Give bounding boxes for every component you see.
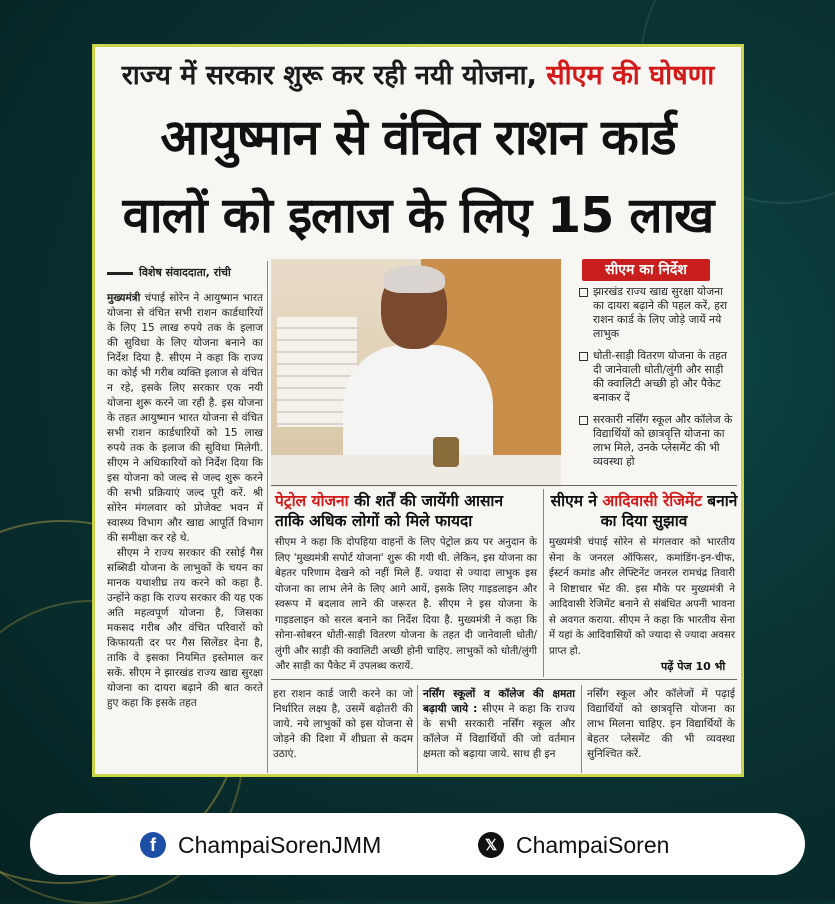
newspaper-clipping: [92, 44, 744, 777]
social-footer: [30, 813, 805, 875]
regiment-headline: सीएम ने आदिवासी रेजिमेंट बनाने का दिया सुझाव: [550, 492, 738, 530]
kicker-highlight: सीएम की घोषणा: [546, 60, 715, 91]
column-divider: [267, 261, 268, 773]
continued-column: हरा राशन कार्ड जारी करने का जो निर्धारित लक्ष्य है, उसमें बढ़ोतरी की जाये. नये लाभुकों को इस योजना से जोड़ने की दिशा में शीघ्रता से कदम उठाएं.: [273, 688, 413, 760]
x-icon: 𝕏: [478, 832, 504, 858]
directive-item: सरकारी नर्सिंग स्कूल और कॉलेज के विद्यार्थियों को छात्रवृत्ति योजना का लाभ मिले, उनके प्लेसमेंट की भी व्यवस्था हो: [579, 413, 737, 469]
x-link[interactable]: [478, 831, 669, 859]
lead-column: [107, 291, 263, 711]
column-divider: [417, 685, 418, 773]
facebook-handle: ChampaiSorenJMM: [178, 831, 382, 858]
page-reference: पढ़ें पेज 10 भी: [661, 660, 726, 673]
x-handle: ChampaiSoren: [516, 831, 670, 858]
directive-item: झारखंड राज्य खाद्य सुरक्षा योजना का दायरा बढ़ाने की पहल करें, हरा राशन कार्ड के लिए जोड़े जायें नये लाभुक: [579, 285, 737, 341]
section-divider: [271, 679, 737, 680]
section-divider: [271, 485, 737, 486]
directive-title: सीएम का निर्देश: [582, 259, 710, 281]
regiment-text: मुख्यमंत्री चंपाई सोरेन से मंगलवार को भारतीय सेना के जनरल ऑफिसर, कमांडिंग-इन-चीफ, ईस्टर्न कमांड और लेफ्टिनेंट जनरल रामचंद्र तिवारी ने शिष्टाचार भेंट की. इस मौके पर मुख्यमंत्री ने आदिवासी रेजिमेंट बनाने से संबंधित अपनी भावना से अवगत कराया. सीएम ने कहा कि भारतीय सेना में यहां के आदिवासियों को ज्यादा से ज्यादा अवसर प्राप्त हो.: [549, 537, 735, 657]
directive-item: धोती-साड़ी वितरण योजना के तहत दी जानेवाली धोती/लुंगी और साड़ी की क्वालिटी अच्छी हो और पैकेट बनाकर दें: [579, 349, 737, 405]
lead-text-2: सीएम ने राज्य सरकार की रसोई गैस सब्सिडी योजना के लाभुकों के चयन का मानक यथाशीघ्र तय करने को कहा है. उन्होंने कहा कि राज्य सरकार की यह एक अति महत्वपूर्ण योजना है, जिसका मकसद गरीब और वंचित परिवारों को किफायती दर पर गैस सिलेंडर देना है, ताकि वे इसका नियमित इस्तेमाल कर सकें. सीएम ने झारखंड राज्य खाद्य सुरक्षा योजना का दायरा बढ़ाने की बात करते हुए कहा कि इसके तहत: [107, 547, 263, 709]
facebook-link[interactable]: [140, 831, 381, 859]
nursing-column: नर्सिंग स्कूलों व कॉलेज की क्षमता बढ़ायी जाये : सीएम ने कहा कि राज्य के सभी सरकारी नर्सिंग स्कूल और कॉलेज में विद्यार्थियों की जो वर्तमान क्षमता को बढ़ाया जाये. साथ ही इन: [423, 688, 576, 760]
petrol-text: सीएम ने कहा कि दोपहिया वाहनों के लिए पेट्रोल क्रय पर अनुदान के लिए 'मुख्यमंत्री सपोर्ट योजना' शुरू की गयी थी. लेकिन, इस योजना का बेहतर परिणाम देखने को नहीं मिले हैं. ज्यादा से ज्यादा लाभुक इस योजना का लाभ लेने के लिए आगे आयें, इसके लिए गाइडलाइन और स्वरूप में बदलाव लाने की जरूरत है. सीएम ने इस योजना के गाइडलाइन को सरल बनाने का निर्देश दिया है. मुख्यमंत्री ने कहा कि सोना-सोबरन धोती-साड़ी वितरण योजना के तहत दी जानेवाली धोती/लुंगी और साड़ी की क्वालिटी अच्छी होनी चाहिए. लाभुकों को धोती/लुंगी और साड़ी का पैकेट में उपलब्ध करायें.: [275, 537, 537, 672]
lead-bold: मुख्यमंत्री: [107, 292, 141, 304]
byline: विशेष संवाददाता, रांची: [107, 265, 231, 280]
lead-text: चंपाई सोरेन ने आयुष्मान भारत योजना से वंचित सभी राशन कार्डधारियों के लिए 15 लाख रुपये तक के इलाज की सुविधा के लिए योजना बनाने का निर्देश दिया है. सीएम ने कहा कि राज्य का कोई भी गरीब व्यक्ति इलाज से वंचित न रहे, इसके लिए सरकार एक नयी योजना शुरू करने जा रही है. इस योजना के तहत आयुष्मान भारत योजना से वंचित सभी राशन कार्डधारियों को 15 लाख रुपये तक के इलाज की सुविधा मिलेगी. सीएम ने अधिकारियों को निर्देश दिया कि इस योजना को जल्द से जल्द शुरू करने की सभी प्रक्रियाएं जल्द पूरी करें. श्री सोरेन मंगलवार को प्रोजेक्ट भवन में स्वास्थ्य विभाग और खाद्य आपूर्ति विभाग की समीक्षा कर रहे थे.: [107, 292, 263, 544]
kicker-text: राज्य में सरकार शुरू कर रही नयी योजना,: [121, 60, 537, 91]
petrol-headline: पेट्रोल योजना की शर्तें की जायेंगी आसान ताकि अधिक लोगों को मिले फायदा: [275, 492, 504, 530]
cm-photo: [271, 259, 561, 487]
headline-line-2: वालों को इलाज के लिए 15 लाख: [122, 187, 714, 244]
nursing-column-2: नर्सिंग स्कूल और कॉलेजों में पढ़ाई विद्यार्थियों को छात्रवृत्ति योजना का लाभ मिलना चाहिए. इन विद्यार्थियों के बेहतर प्लेसमेंट की भी व्यवस्था सुनिश्चित करें.: [587, 688, 735, 760]
headline-line-1: आयुष्मान से वंचित राशन कार्ड: [160, 109, 676, 166]
directive-list: [579, 285, 737, 477]
column-divider: [581, 685, 582, 773]
column-divider: [543, 489, 544, 677]
facebook-icon: f: [140, 832, 166, 858]
kicker: [95, 55, 741, 92]
